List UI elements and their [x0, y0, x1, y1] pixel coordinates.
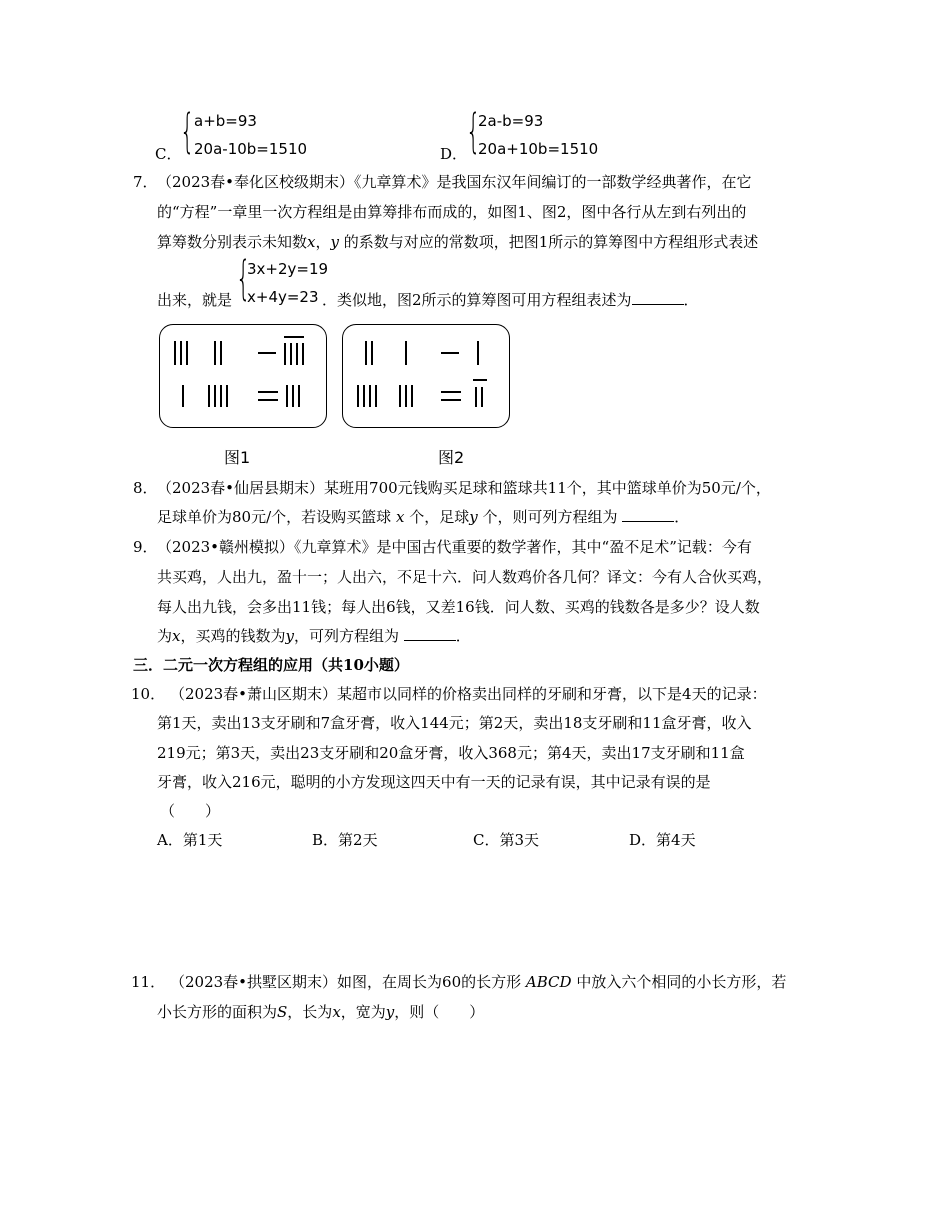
figure-1-caption: 图1 [224, 448, 251, 467]
question-number: 8． [133, 479, 158, 497]
question-text-line: 牙膏，收入216元，聪明的小方发现这四天中有一天的记录有误，其中记录有误的是 [157, 773, 711, 791]
question-text-line: 共买鸡，人出九，盈十一；人出六，不足十六．问人数鸡价各几何？译文：今有人合伙买鸡， [157, 568, 773, 586]
question-text-line: 的“方程”一章里一次方程组是由算筹排布而成的，如图1、图2，图中各行从左到右列出的 [157, 203, 747, 221]
question-text-line: 算筹数分别表示未知数x，y 的系数与对应的常数项，把图1所示的算筹图中方程组形式表述 [157, 233, 759, 251]
option-c[interactable]: C．第3天 [473, 831, 540, 849]
system-brace: { [236, 251, 251, 305]
question-number: 9． [133, 538, 158, 556]
counting-rods-figure-1 [159, 324, 327, 428]
question-text-line: （2023春•奉化区校级期末）《九章算术》是我国东汉年间编订的一部数学经典著作，在它 [157, 173, 752, 191]
question-number: 10． [131, 685, 166, 703]
answer-blank[interactable] [622, 507, 674, 522]
question-text-line: 219元；第3天，卖出23支牙刷和20盒牙膏，收入368元；第4天，卖出17支牙刷和11盒 [157, 744, 745, 762]
question-text-line: ．类似地，图2所示的算筹图可用方程组表述为 ． [322, 291, 699, 309]
option-d[interactable]: D．第4天 [629, 831, 696, 849]
option-d-brace: { [466, 104, 481, 158]
question-text-line: 每人出九钱，会多出11钱；每人出6钱，又差16钱．问人数、买鸡的钱数各是多少？设人数 [157, 598, 760, 616]
figure-2-caption: 图2 [438, 448, 465, 467]
question-text-line: （2023•赣州模拟）《九章算术》是中国古代重要的数学著作，其中“盈不足术”记载：今有 [157, 538, 752, 556]
answer-paren: （ ） [160, 802, 221, 820]
question-text-line: （2023春•仙居县期末）某班用700元钱购买足球和篮球共11个，其中篮球单价为50元/个， [157, 479, 771, 497]
counting-rods-figure-2 [342, 324, 510, 428]
question-text-line: 第1天，卖出13支牙刷和7盒牙膏，收入144元；第2天，卖出18支牙刷和11盒牙膏，收入 [157, 714, 752, 732]
option-c-eq1: a+b=93 [194, 112, 257, 130]
question-number: 7． [133, 173, 158, 191]
option-d-eq1: 2a-b=93 [478, 112, 544, 130]
answer-blank[interactable] [404, 626, 456, 641]
option-c-eq2: 20a-10b=1510 [194, 140, 308, 158]
question-text-line: （2023春•拱墅区期末）如图，在周长为60的长方形 ABCD 中放入六个相同的小长方形，若 [170, 973, 787, 991]
question-text-line: 足球单价为80元/个，若设购买篮球 x 个，足球y 个，则可列方程组为 ． [157, 508, 690, 526]
equation-1: 3x+2y=19 [247, 260, 329, 278]
question-text-line: 出来，就是 [157, 291, 233, 309]
option-a[interactable]: A．第1天 [157, 831, 223, 849]
question-number: 11． [131, 973, 166, 991]
option-d-letter: D． [440, 145, 468, 163]
question-text-line: 小长方形的面积为S，长为x，宽为y，则（ ） [157, 1003, 485, 1021]
question-text-line: （2023春•萧山区期末）某超市以同样的价格卖出同样的牙刷和牙膏，以下是4天的记录： [170, 685, 767, 703]
answer-blank[interactable] [632, 290, 684, 305]
option-c-brace: { [180, 104, 195, 158]
option-d-eq2: 20a+10b=1510 [478, 140, 599, 158]
question-text-line: 为x，买鸡的钱数为y，可列方程组为 ． [157, 627, 471, 645]
option-c-letter: C． [155, 145, 182, 163]
section-title: 三．二元一次方程组的应用（共10小题） [133, 656, 409, 674]
equation-2: x+4y=23 [247, 288, 319, 306]
option-b[interactable]: B．第2天 [312, 831, 378, 849]
